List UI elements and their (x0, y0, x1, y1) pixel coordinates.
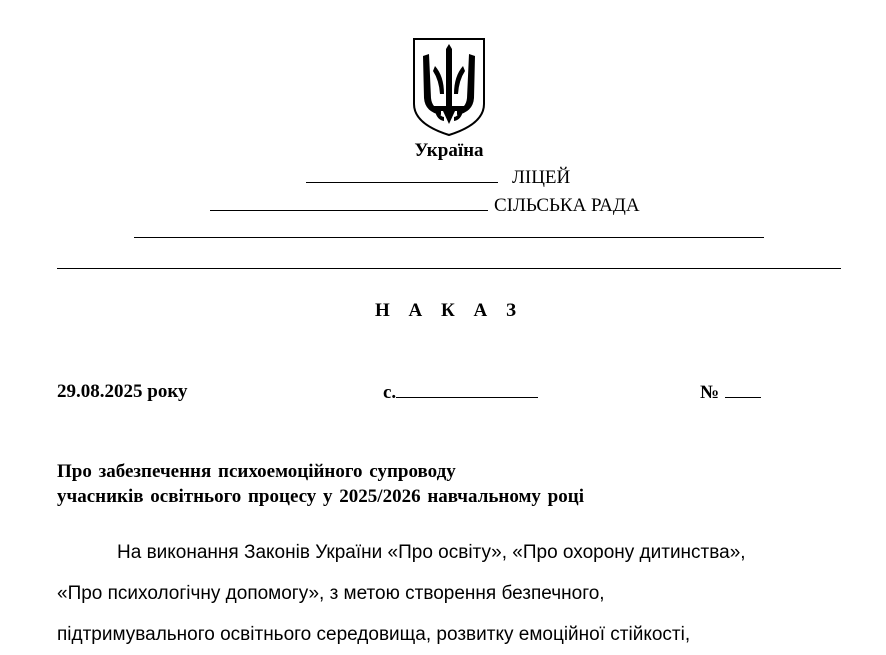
order-number (700, 381, 761, 404)
body-line: «Про психологічну допомогу», з метою створення безпечного, (57, 583, 605, 604)
number-prefix: № (700, 382, 720, 403)
order-date: 29.08.2025 року (57, 381, 188, 402)
document-type: Н А К А З (374, 300, 524, 321)
number-blank (725, 381, 761, 398)
order-place (383, 381, 538, 404)
coat-of-arms-icon (411, 36, 487, 138)
lyceum-label: ЛІЦЕЙ (512, 167, 571, 188)
council-line (210, 194, 640, 217)
body-line: На виконання Законів України «Про освіту», «Про охорону дитинства», (117, 542, 746, 563)
subject-line: Про забезпечення психоемоційного супроводу (57, 461, 456, 482)
lyceum-line (306, 166, 570, 189)
place-blank (396, 381, 538, 398)
order-subject (57, 459, 584, 509)
country-name: Україна (414, 140, 484, 161)
lyceum-name-blank (306, 166, 498, 183)
body-line: підтримувального освітнього середовища, розвитку емоційної стійкості, (57, 624, 691, 645)
place-prefix: с. (383, 382, 397, 403)
header-separator (57, 268, 841, 269)
council-label: СІЛЬСЬКА РАДА (494, 195, 640, 216)
subject-line: учасників освітнього процесу у 2025/2026 навчальному році (57, 486, 584, 507)
council-name-blank (210, 194, 488, 211)
order-body (57, 532, 847, 655)
address-blank-line (134, 237, 764, 238)
